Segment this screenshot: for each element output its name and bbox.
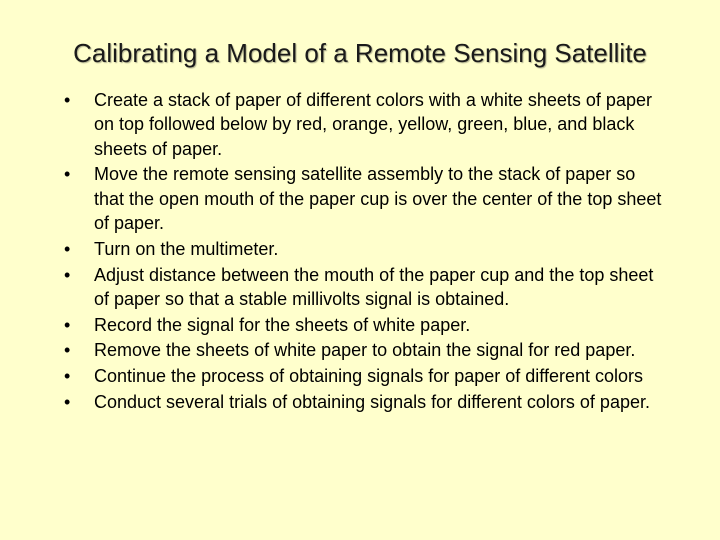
- bullet-marker: •: [64, 90, 71, 110]
- bullet-item: [64, 88, 664, 161]
- bullet-marker: •: [64, 340, 71, 361]
- bullet-item: [64, 263, 664, 312]
- bullet-text: Adjust distance between the mouth of the paper cup and the top sheet of paper so that a stable millivolts signal is obtained.: [94, 264, 654, 309]
- bullet-text: Create a stack of paper of different colors with a white sheets of paper on top followed below by red, orange, yellow, green, blue, and black sheets of paper.: [94, 90, 652, 159]
- bullet-marker: •: [64, 366, 71, 387]
- bullet-text: Remove the sheets of white paper to obtain the signal for red paper.: [94, 340, 636, 361]
- bullet-item: [64, 390, 664, 414]
- bullet-item: [64, 338, 664, 362]
- bullet-text: Turn on the multimeter.: [94, 238, 279, 259]
- bullet-text: Conduct several trials of obtaining signals for different colors of paper.: [94, 392, 650, 413]
- bullet-item: [64, 237, 664, 261]
- bullet-item: [64, 313, 664, 337]
- bullet-marker: •: [64, 392, 71, 413]
- bullet-item: [64, 162, 664, 235]
- bullet-item: [64, 364, 664, 388]
- bullet-marker: •: [64, 164, 71, 185]
- bullet-text: Move the remote sensing satellite assembly to the stack of paper so that the open mouth of the paper cup is over the center of the top sheet of paper.: [94, 164, 662, 233]
- slide-title: Calibrating a Model of a Remote Sensing Satellite: [73, 38, 647, 68]
- bullet-marker: •: [64, 264, 71, 285]
- bullet-text: Record the signal for the sheets of white paper.: [94, 314, 471, 335]
- bullet-text: Continue the process of obtaining signals for paper of different colors: [94, 366, 643, 387]
- bullet-marker: •: [64, 314, 71, 335]
- bullet-marker: •: [64, 238, 71, 259]
- bullet-list: [64, 88, 664, 416]
